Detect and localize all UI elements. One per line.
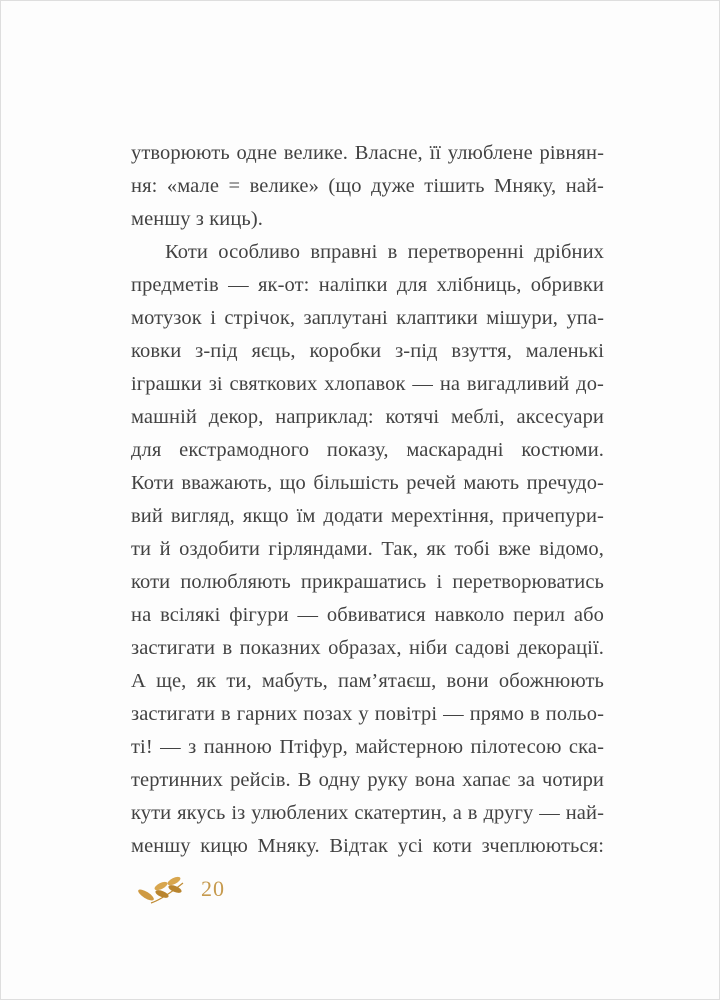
text-line: тертинних рейсів. В одну руку вона хапає за чотири	[131, 769, 604, 791]
text-line: іграшки зі святкових хлопавок — на вигадливий до-	[131, 373, 604, 395]
laurel-sprig-icon	[137, 871, 189, 907]
text-line: ковки з-під яєць, коробки з-під взуття, маленькі	[131, 340, 604, 362]
page-number: 20	[201, 876, 225, 901]
text-line: застигати в гарних позах у повітрі — прямо в польо-	[131, 703, 604, 725]
text-line: на всілякі фігури — обвиватися навколо перил або	[131, 604, 604, 626]
text-line: машній декор, наприклад: котячі меблі, аксесуари	[131, 406, 604, 428]
text-line: предметів — як-от: наліпки для хлібниць, обривки	[131, 274, 604, 296]
text-line: А ще, як ти, мабуть, пам’ятаєш, вони обожнюють	[131, 670, 604, 692]
text-line: ня: «мале = велике» (що дуже тішить Мняку, най-	[131, 175, 604, 197]
text-line: коти полюбляють прикрашатись і перетворюватись	[131, 571, 604, 593]
text-line: ті! — з панною Птіфур, майстерною пілотесою ска-	[131, 736, 604, 758]
text-line: меншу кицю Мняку. Відтак усі коти зчеплюються:	[131, 835, 604, 857]
text-line: кути якусь із улюблених скатертин, а в другу — най-	[131, 802, 604, 824]
text-line: мотузок і стрічок, заплутані клаптики мішури, упа-	[131, 307, 604, 329]
page-text-block	[131, 137, 604, 863]
text-line: Коти особливо вправні в перетворенні дрібних	[165, 241, 604, 263]
text-line: для екстрамодного показу, маскарадні костюми.	[131, 439, 604, 461]
text-line: ти й оздобити гірляндами. Так, як тобі вже відомо,	[131, 538, 604, 560]
paragraph	[131, 236, 604, 863]
page-footer	[137, 869, 225, 909]
text-line: застигати в показних образах, ніби садові декорації.	[131, 637, 604, 659]
text-line: меншу з киць).	[131, 208, 264, 230]
text-line: Коти вважають, що більшість речей мають пречудо-	[131, 472, 604, 494]
text-line: утворюють одне велике. Власне, її улюблене рівнян-	[131, 142, 604, 164]
text-line: вий вигляд, якщо їм додати мерехтіння, причепури-	[131, 505, 604, 527]
paragraph	[131, 137, 604, 236]
